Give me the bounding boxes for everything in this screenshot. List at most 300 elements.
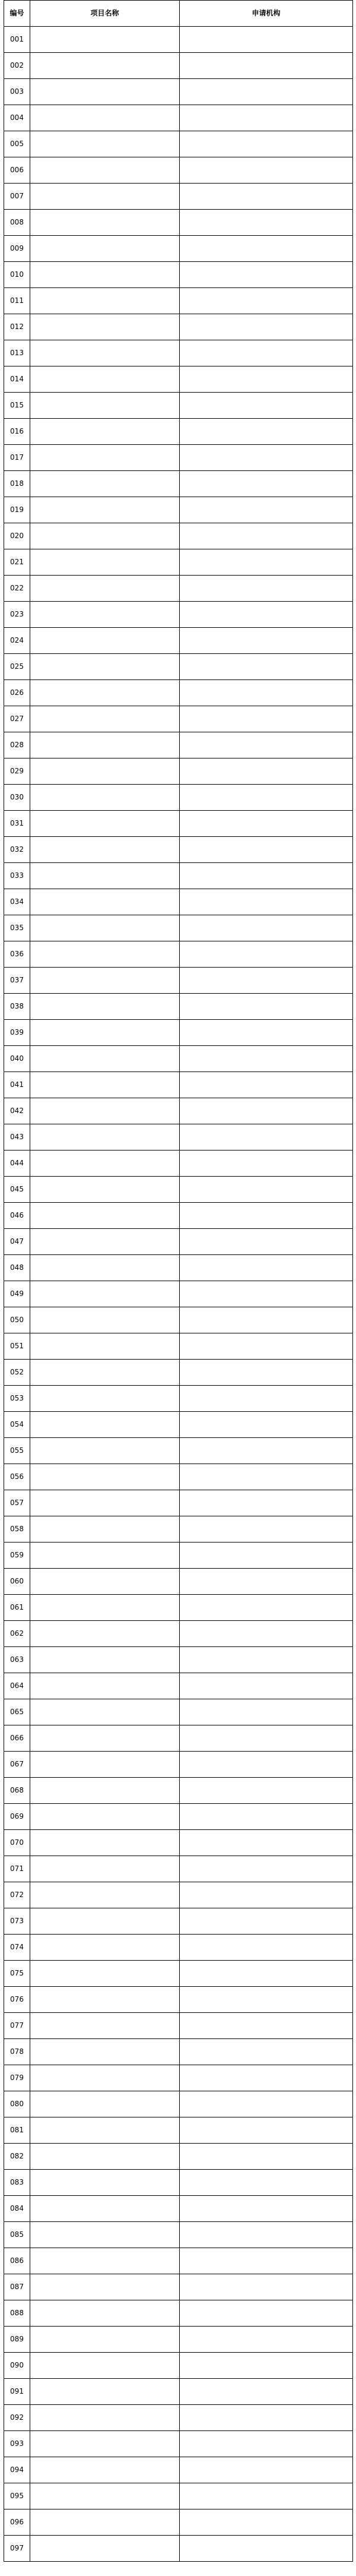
applicant-org [180,1856,353,1882]
table-row [4,863,353,889]
table-row [4,2300,353,2327]
project-name [30,340,180,366]
row-number: 059 [4,1543,30,1569]
project-name [30,2300,180,2327]
table-row [4,2536,353,2562]
table-row [4,1935,353,1961]
project-name [30,941,180,968]
row-number: 024 [4,628,30,654]
row-number: 046 [4,1203,30,1229]
table-row [4,2431,353,2457]
row-number: 012 [4,314,30,340]
table-row [4,1647,353,1673]
project-name [30,1438,180,1464]
project-name [30,1830,180,1856]
row-number: 035 [4,915,30,941]
row-number: 056 [4,1464,30,1490]
table-row [4,2039,353,2065]
table-row [4,1856,353,1882]
project-name [30,393,180,419]
applicant-org [180,602,353,628]
table-row [4,2274,353,2300]
applicant-org [180,2039,353,2065]
project-name [30,758,180,785]
applicant-org [180,1673,353,1699]
table-row [4,2248,353,2274]
applicant-org [180,1124,353,1150]
project-name [30,1490,180,1516]
project-name [30,1124,180,1150]
applicant-org [180,1412,353,1438]
table-row [4,1307,353,1333]
applicant-org [180,2170,353,2196]
application-table [4,0,353,2562]
project-name [30,654,180,680]
row-number: 005 [4,131,30,157]
row-number: 050 [4,1307,30,1333]
project-name [30,1386,180,1412]
applicant-org [180,1569,353,1595]
table-row [4,1177,353,1203]
table-row [4,2483,353,2509]
row-number: 051 [4,1333,30,1360]
table-row [4,1699,353,1725]
project-name [30,1020,180,1046]
applicant-org [180,2405,353,2431]
project-name [30,863,180,889]
row-number: 041 [4,1072,30,1098]
row-number: 007 [4,184,30,210]
applicant-org [180,1804,353,1830]
row-number: 003 [4,79,30,105]
applicant-org [180,2300,353,2327]
applicant-org [180,1882,353,1908]
row-number: 096 [4,2509,30,2536]
applicant-org [180,1621,353,1647]
row-number: 093 [4,2431,30,2457]
table-body [4,27,353,2562]
applicant-org [180,2065,353,2091]
row-number: 065 [4,1699,30,1725]
row-number: 020 [4,523,30,549]
project-name [30,1595,180,1621]
table-row [4,1386,353,1412]
applicant-org [180,1935,353,1961]
table-row [4,1621,353,1647]
applicant-org [180,628,353,654]
project-name [30,1464,180,1490]
table-row [4,968,353,994]
project-name [30,1725,180,1752]
project-name [30,523,180,549]
project-name [30,2353,180,2379]
applicant-org [180,863,353,889]
table-row [4,2222,353,2248]
table-row [4,1072,353,1098]
applicant-org [180,523,353,549]
row-number: 014 [4,366,30,393]
project-name [30,2196,180,2222]
applicant-org [180,497,353,523]
applicant-org [180,236,353,262]
applicant-org [180,1647,353,1673]
table-row [4,445,353,471]
project-name [30,837,180,863]
project-name [30,2248,180,2274]
row-number: 017 [4,445,30,471]
applicant-org [180,1072,353,1098]
table-row [4,680,353,706]
table-row [4,2405,353,2431]
row-number: 067 [4,1752,30,1778]
applicant-org [180,2457,353,2483]
table-row [4,758,353,785]
row-number: 082 [4,2144,30,2170]
table-row [4,236,353,262]
row-number: 061 [4,1595,30,1621]
table-row [4,811,353,837]
applicant-org [180,2274,353,2300]
row-number: 095 [4,2483,30,2509]
applicant-org [180,1307,353,1333]
applicant-org [180,654,353,680]
table-row [4,1543,353,1569]
row-number: 075 [4,1961,30,1987]
table-row [4,210,353,236]
row-number: 037 [4,968,30,994]
project-name [30,1177,180,1203]
table-row [4,1255,353,1281]
project-name [30,1150,180,1177]
table-row [4,654,353,680]
row-number: 028 [4,732,30,758]
applicant-org [180,1699,353,1725]
project-name [30,1882,180,1908]
project-name [30,2327,180,2353]
applicant-org [180,2091,353,2117]
applicant-org [180,968,353,994]
row-number: 016 [4,419,30,445]
row-number: 047 [4,1229,30,1255]
row-number: 044 [4,1150,30,1177]
applicant-org [180,366,353,393]
project-name [30,2144,180,2170]
project-name [30,2117,180,2144]
applicant-org [180,1830,353,1856]
applicant-org [180,680,353,706]
project-name [30,1203,180,1229]
project-name [30,1516,180,1543]
table-row [4,2065,353,2091]
project-name [30,1804,180,1830]
project-name [30,105,180,131]
project-name [30,915,180,941]
project-name [30,2222,180,2248]
applicant-org [180,2353,353,2379]
row-number: 089 [4,2327,30,2353]
table-row [4,131,353,157]
applicant-org [180,2144,353,2170]
table-row [4,2117,353,2144]
table-row [4,262,353,288]
table-row [4,1752,353,1778]
row-number: 085 [4,2222,30,2248]
table-row [4,2457,353,2483]
applicant-org [180,314,353,340]
applicant-org [180,79,353,105]
row-number: 087 [4,2274,30,2300]
row-number: 063 [4,1647,30,1673]
row-number: 008 [4,210,30,236]
row-number: 031 [4,811,30,837]
applicant-org [180,2196,353,2222]
applicant-org [180,157,353,184]
row-number: 048 [4,1255,30,1281]
row-number: 025 [4,654,30,680]
project-name [30,1908,180,1935]
project-name [30,1621,180,1647]
project-name [30,236,180,262]
project-name [30,1281,180,1307]
row-number: 080 [4,2091,30,2117]
row-number: 040 [4,1046,30,1072]
table-row [4,340,353,366]
row-number: 006 [4,157,30,184]
row-number: 027 [4,706,30,732]
table-row [4,1830,353,1856]
applicant-org [180,1150,353,1177]
row-number: 019 [4,497,30,523]
table-row [4,2170,353,2196]
project-name [30,1543,180,1569]
applicant-org [180,1516,353,1543]
table-row [4,288,353,314]
applicant-org [180,393,353,419]
project-name [30,1569,180,1595]
row-number: 036 [4,941,30,968]
table-row [4,706,353,732]
applicant-org [180,131,353,157]
project-name [30,2274,180,2300]
row-number: 070 [4,1830,30,1856]
row-number: 071 [4,1856,30,1882]
row-number: 074 [4,1935,30,1961]
row-number: 077 [4,2013,30,2039]
table-row [4,2144,353,2170]
applicant-org [180,419,353,445]
table-row [4,1725,353,1752]
row-number: 073 [4,1908,30,1935]
applicant-org [180,184,353,210]
applicant-org [180,1961,353,1987]
applicant-org [180,1281,353,1307]
applicant-org [180,1543,353,1569]
table-row [4,1804,353,1830]
table-row [4,2091,353,2117]
applicant-org [180,889,353,915]
project-name [30,1647,180,1673]
table-row [4,837,353,863]
table-row [4,2013,353,2039]
applicant-org [180,2327,353,2353]
applicant-org [180,1725,353,1752]
project-name [30,366,180,393]
project-name [30,2509,180,2536]
table-row [4,2196,353,2222]
applicant-org [180,1333,353,1360]
row-number: 015 [4,393,30,419]
row-number: 097 [4,2536,30,2562]
project-name [30,157,180,184]
project-name [30,497,180,523]
row-number: 029 [4,758,30,785]
table-row [4,1020,353,1046]
row-number: 045 [4,1177,30,1203]
row-number: 030 [4,785,30,811]
project-name [30,1752,180,1778]
row-number: 039 [4,1020,30,1046]
project-name [30,2013,180,2039]
applicant-org [180,262,353,288]
row-number: 032 [4,837,30,863]
row-number: 033 [4,863,30,889]
table-row [4,1464,353,1490]
project-name [30,1412,180,1438]
row-number: 084 [4,2196,30,2222]
table-row [4,1150,353,1177]
row-number: 091 [4,2379,30,2405]
table-row [4,602,353,628]
project-name [30,706,180,732]
table-row [4,1124,353,1150]
project-name [30,2431,180,2457]
row-number: 038 [4,994,30,1020]
table-row [4,1595,353,1621]
table-row [4,1360,353,1386]
row-number: 055 [4,1438,30,1464]
table-header [4,1,353,27]
row-number: 054 [4,1412,30,1438]
project-name [30,262,180,288]
applicant-org [180,1438,353,1464]
applicant-org [180,340,353,366]
project-name [30,2536,180,2562]
applicant-org [180,2431,353,2457]
project-name [30,811,180,837]
applicant-org [180,915,353,941]
table-row [4,314,353,340]
project-name [30,27,180,53]
project-name [30,79,180,105]
project-name [30,2379,180,2405]
row-number: 068 [4,1778,30,1804]
table-row [4,2353,353,2379]
table-row [4,576,353,602]
table-row [4,1438,353,1464]
project-name [30,732,180,758]
applicant-org [180,1229,353,1255]
project-name [30,1333,180,1360]
row-number: 034 [4,889,30,915]
table-row [4,549,353,576]
project-name [30,2091,180,2117]
table-row [4,1229,353,1255]
table-row [4,2509,353,2536]
applicant-org [180,445,353,471]
table-row [4,2327,353,2353]
row-number: 094 [4,2457,30,2483]
row-number: 018 [4,471,30,497]
applicant-org [180,1020,353,1046]
table-row [4,1882,353,1908]
table-row [4,53,353,79]
project-name [30,549,180,576]
row-number: 042 [4,1098,30,1124]
table-row [4,1987,353,2013]
applicant-org [180,811,353,837]
table-row [4,393,353,419]
row-number: 081 [4,2117,30,2144]
project-name [30,419,180,445]
row-number: 092 [4,2405,30,2431]
project-name [30,1360,180,1386]
applicant-org [180,2536,353,2562]
row-number: 043 [4,1124,30,1150]
applicant-org [180,732,353,758]
applicant-org [180,2248,353,2274]
table-row [4,523,353,549]
applicant-org [180,1752,353,1778]
header-applicant-org: 申请机构 [180,1,353,27]
table-row [4,184,353,210]
row-number: 052 [4,1360,30,1386]
project-name [30,1072,180,1098]
project-name [30,628,180,654]
table-row [4,497,353,523]
applicant-org [180,27,353,53]
row-number: 088 [4,2300,30,2327]
applicant-org [180,1098,353,1124]
applicant-org [180,2509,353,2536]
applicant-org [180,2117,353,2144]
row-number: 026 [4,680,30,706]
applicant-org [180,1386,353,1412]
project-name [30,471,180,497]
table-row [4,157,353,184]
applicant-org [180,53,353,79]
project-name [30,184,180,210]
applicant-org [180,1203,353,1229]
project-name [30,288,180,314]
applicant-org [180,105,353,131]
applicant-org [180,1177,353,1203]
applicant-org [180,2222,353,2248]
row-number: 004 [4,105,30,131]
row-number: 011 [4,288,30,314]
project-name [30,2065,180,2091]
table-row [4,1673,353,1699]
table-row [4,1569,353,1595]
project-name [30,680,180,706]
applicant-org [180,210,353,236]
project-name [30,131,180,157]
row-number: 058 [4,1516,30,1543]
project-name [30,2170,180,2196]
applicant-org [180,1595,353,1621]
project-name [30,53,180,79]
applicant-org [180,288,353,314]
applicant-org [180,994,353,1020]
